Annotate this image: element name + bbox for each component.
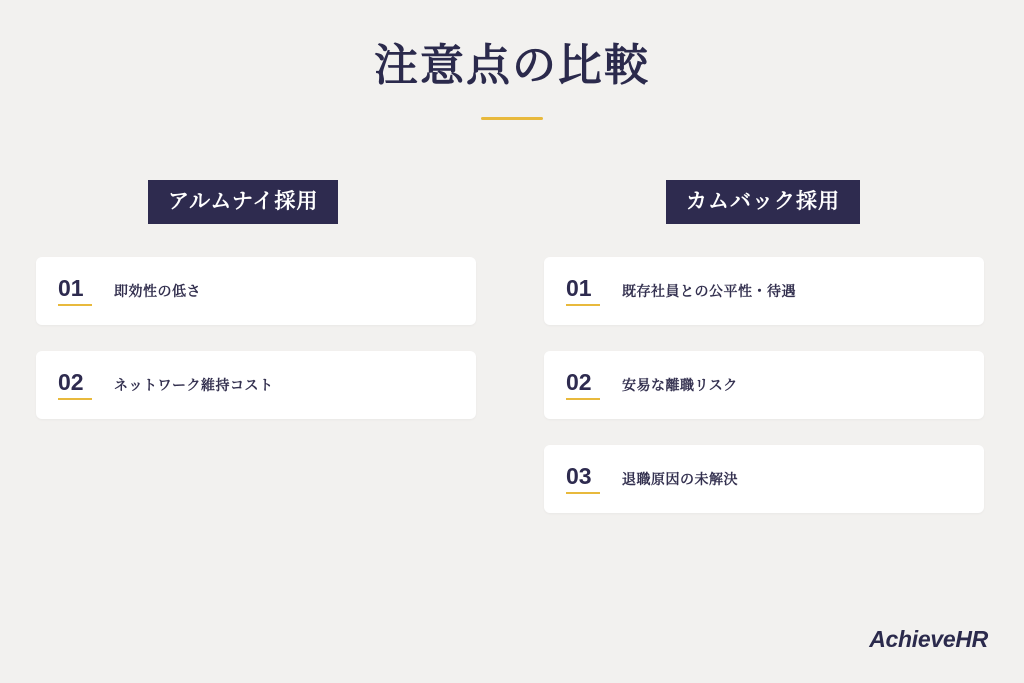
list-item[interactable] — [36, 257, 476, 325]
card-list-comeback — [544, 257, 984, 513]
item-label: 既存社員との公平性・待遇 — [622, 283, 796, 299]
item-number: 03 — [566, 464, 600, 494]
logo-main-text: Achieve — [869, 626, 956, 652]
title-block — [0, 40, 1024, 120]
list-item[interactable] — [544, 257, 984, 325]
comparison-columns — [0, 180, 1024, 513]
title-underline-rule — [481, 117, 543, 120]
logo-suffix-text: HR — [955, 626, 988, 652]
column-header-comeback: カムバック採用 — [666, 180, 860, 224]
card-list-alumni — [36, 257, 476, 419]
item-number: 01 — [58, 276, 92, 306]
item-number: 01 — [566, 276, 600, 306]
brand-logo — [869, 626, 988, 653]
item-label: 退職原因の未解決 — [622, 471, 738, 487]
column-header-alumni: アルムナイ採用 — [148, 180, 338, 224]
item-number: 02 — [58, 370, 92, 400]
item-label: ネットワーク維持コスト — [114, 377, 274, 393]
item-number: 02 — [566, 370, 600, 400]
column-alumni — [36, 180, 476, 513]
page-title: 注意点の比較 — [374, 41, 650, 90]
list-item[interactable] — [544, 445, 984, 513]
list-item[interactable] — [36, 351, 476, 419]
item-label: 即効性の低さ — [114, 283, 201, 299]
column-comeback — [544, 180, 984, 513]
item-label: 安易な離職リスク — [622, 377, 738, 393]
list-item[interactable] — [544, 351, 984, 419]
